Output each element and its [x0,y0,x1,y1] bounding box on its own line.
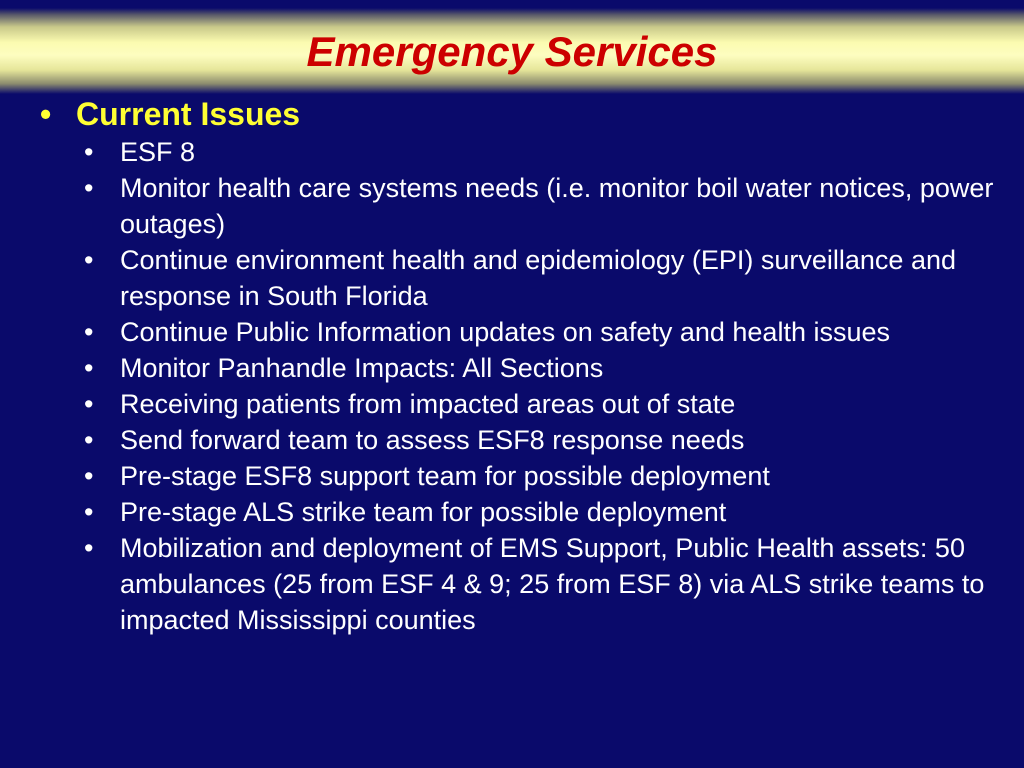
heading-bullet: • [40,96,52,132]
list-item [84,242,1000,314]
item-text: Receiving patients from impacted areas out of state [120,389,736,419]
list-item [84,314,1000,350]
item-bullet: • [84,461,94,491]
list-item [84,458,1000,494]
list-item [84,530,1000,638]
list-item [84,422,1000,458]
item-bullet: • [84,173,94,203]
item-text: Mobilization and deployment of EMS Support, Public Health assets: 50 ambulances (25 from ESF 4 & 9; 25 from ESF 8) via ALS strike teams to impacted Mississippi counties [120,533,985,635]
slide-title: Emergency Services [306,28,718,75]
item-text: Continue environment health and epidemiology (EPI) surveillance and response in South Florida [120,245,956,311]
list-item [84,170,1000,242]
item-text: Continue Public Information updates on safety and health issues [120,317,890,347]
item-bullet: • [84,317,94,347]
list-item [84,494,1000,530]
slide-content [40,94,1000,638]
list-item [84,386,1000,422]
section-heading-row [40,94,1000,134]
issues-list [84,134,1000,638]
item-bullet: • [84,497,94,527]
item-bullet: • [84,137,94,167]
item-bullet: • [84,533,94,563]
item-text: Pre-stage ESF8 support team for possible deployment [120,461,770,491]
item-bullet: • [84,425,94,455]
section-heading: Current Issues [76,96,301,132]
item-bullet: • [84,245,94,275]
list-item [84,134,1000,170]
item-bullet: • [84,389,94,419]
item-text: Send forward team to assess ESF8 response needs [120,425,745,455]
item-text: ESF 8 [120,137,196,167]
item-text: Monitor health care systems needs (i.e. monitor boil water notices, power outages) [120,173,994,239]
list-item [84,350,1000,386]
item-text: Monitor Panhandle Impacts: All Sections [120,353,604,383]
item-bullet: • [84,353,94,383]
item-text: Pre-stage ALS strike team for possible deployment [120,497,727,527]
